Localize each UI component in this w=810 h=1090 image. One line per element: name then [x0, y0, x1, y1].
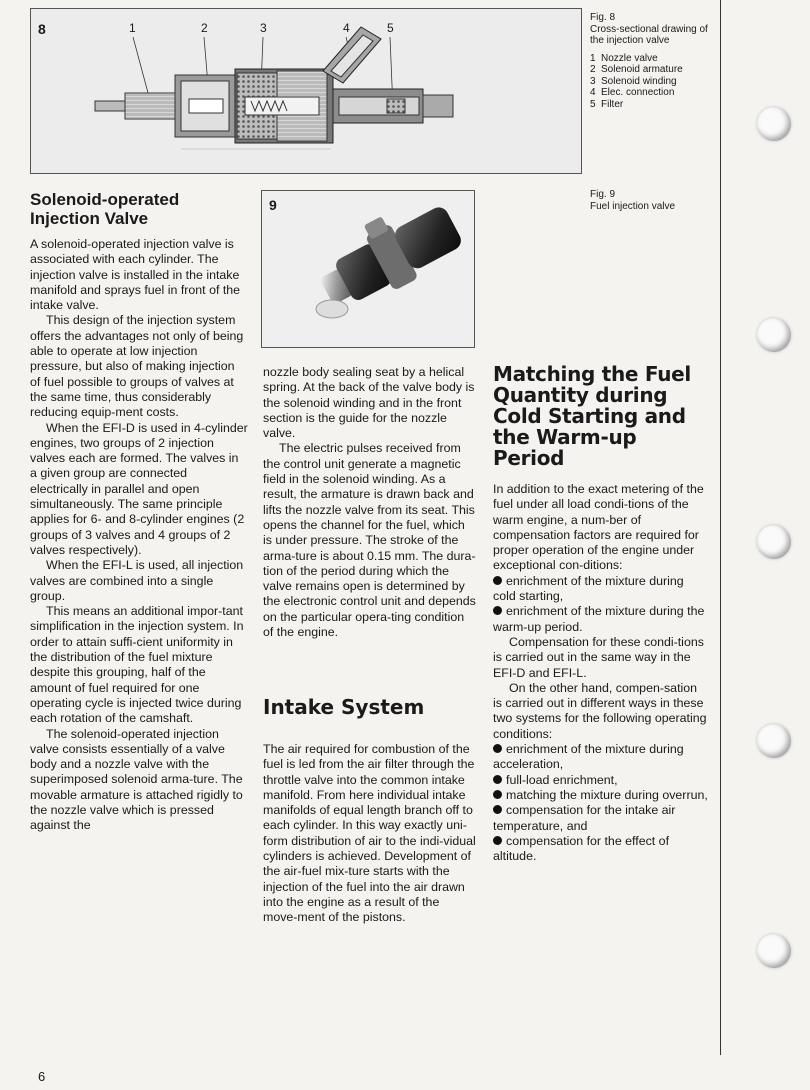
paragraph: On the other hand, compen-sation is carried out in different ways in these two systems for the following operating conditions:: [493, 680, 707, 741]
column-1-text: [30, 237, 248, 834]
injection-valve-cross-section: [31, 9, 581, 173]
bullet-icon: [493, 790, 502, 799]
paragraph: The air required for combustion of the fuel is led from the air filter through the throttle valve into the common intake manifold. From here individual intake manifolds of equal length branch off to each cylinder. In this way exactly uni-form distribution of air to the indi-vidual cylinders is achieved. Development of the air-fuel mix-ture starts with the injection of the fuel into the air drawn into the engine as a result of the move-ment of the pistons.: [263, 742, 476, 925]
caption-title: Cross-sectional drawing of the injection valve: [590, 23, 708, 46]
cold-starting-text: [493, 482, 709, 864]
list-item: compensation for the intake air temperature, and: [493, 803, 676, 833]
figure-number: 8: [38, 21, 46, 37]
paragraph: The electric pulses received from the control unit generate a magnetic field in the solenoid winding. As a result, the armature is drawn back and lifts the nozzle valve from its seat. This opens the channel for the fuel, which is under pressure. The stroke of the arma-ture is about 0.15 mm. The dura-tion of the period during which the valve remains open is determined by the electronic control unit and depends on the particular opera-ting condition of the engine.: [263, 441, 476, 640]
fuel-injection-valve-photo: [262, 191, 474, 347]
list-item: full-load enrichment,: [493, 773, 709, 788]
bullet-icon: [493, 775, 502, 784]
list-item: enrichment of the mixture during the warm-up period.: [493, 604, 705, 634]
intake-system-text: [263, 742, 477, 926]
paragraph: In addition to the exact metering of the fuel under all load condi-tions of the warm engine, a num-ber of compensation factors are required for proper operation of the engine under exceptional con-ditions:: [493, 482, 704, 573]
page-number: 6: [38, 1069, 46, 1084]
list-item: enrichment of the mixture during cold starting,: [493, 573, 684, 604]
figure-8-caption: [590, 12, 710, 110]
binder-hole-icon: [757, 107, 791, 141]
section-heading-injection-valve: Solenoid-operated Injection Valve: [30, 190, 180, 228]
list-item: 5 Filter: [590, 98, 624, 110]
callout-2: 2: [201, 21, 208, 35]
list-item: enrichment of the mixture during acceleration,: [493, 742, 684, 772]
caption-title: Fuel injection valve: [590, 200, 676, 212]
binder-hole-icon: [757, 724, 791, 758]
paragraph: A solenoid-operated injection valve is associated with each cylinder. The injection valve is installed in the intake manifold and sprays fuel in front of the intake valve.: [30, 237, 241, 313]
paragraph: This design of the injection system offers the advantages not only of being able to operate at low injection pressure, but also of making injection of fuel possible to groups of valves at the same time, thus considerably reducing equip-ment costs.: [30, 313, 244, 420]
list-item: 4 Elec. connection: [590, 87, 675, 98]
parts-list: [590, 53, 710, 111]
figure-8: [30, 8, 582, 174]
callout-3: 3: [260, 21, 267, 35]
bullet-icon: [493, 836, 502, 845]
callout-4: 4: [343, 21, 350, 35]
caption-label: Fig. 8: [590, 12, 616, 23]
caption-label: Fig. 9: [590, 189, 616, 200]
list-item: compensation for the effect of altitude.: [493, 833, 670, 864]
paragraph: The solenoid-operated injection valve consists essentially of a valve body and a nozzle valve with the superimposed solenoid arma-ture. The movable armature is attached rigidly to the nozzle valve which is pressed against the: [30, 726, 243, 833]
figure-number: 9: [269, 197, 277, 213]
paragraph: When the EFI-L is used, all injection valves are combined into a single group.: [30, 558, 244, 603]
figure-9-caption: [590, 189, 710, 212]
paragraph: nozzle body sealing seat by a helical spring. At the back of the valve body is the solenoid winding and in the front section is the guide for the nozzle valve.: [263, 365, 475, 441]
binder-hole-icon: [757, 525, 791, 559]
section-heading-intake-system: Intake System: [263, 695, 425, 719]
bullet-icon: [493, 805, 502, 814]
callout-1: 1: [129, 21, 136, 35]
column-2-text: [263, 365, 477, 640]
paragraph: When the EFI-D is used in 4-cylinder engines, two groups of 2 injection valves each are formed. The valves in a given group are connected electrically in parallel and open simultaneously. The same principle applies for 6- and 8-cylinder engines (2 groups of 3 valves and 4 groups of 2 valves respectively).: [30, 420, 248, 557]
list-item: 1 Nozzle valve: [590, 52, 658, 64]
binder-hole-icon: [757, 318, 791, 352]
list-item: matching the mixture during overrun,: [493, 788, 709, 803]
bullet-icon: [493, 576, 502, 585]
callout-5: 5: [387, 21, 394, 35]
binder-hole-icon: [757, 934, 791, 968]
figure-9: [261, 190, 475, 348]
margin-rule: [720, 0, 721, 1055]
list-item: 3 Solenoid winding: [590, 75, 677, 87]
bullet-icon: [493, 606, 502, 615]
paragraph: Compensation for these condi-tions is carried out in the same way in the EFI-D and EFI-L.: [493, 634, 704, 680]
section-heading-cold-starting: Matching the Fuel Quantity during Cold Starting and the Warm-up Period: [493, 362, 691, 470]
paragraph: This means an additional impor-tant simplification in the injection system. In order to attain suffi-cient uniformity in the distribution of the fuel mixture despite this grouping, half of the amount of fuel required for one operating cycle is injected twice during each rotation of the camshaft.: [30, 604, 244, 726]
list-item: 2 Solenoid armature: [590, 64, 683, 75]
bullet-icon: [493, 744, 502, 753]
